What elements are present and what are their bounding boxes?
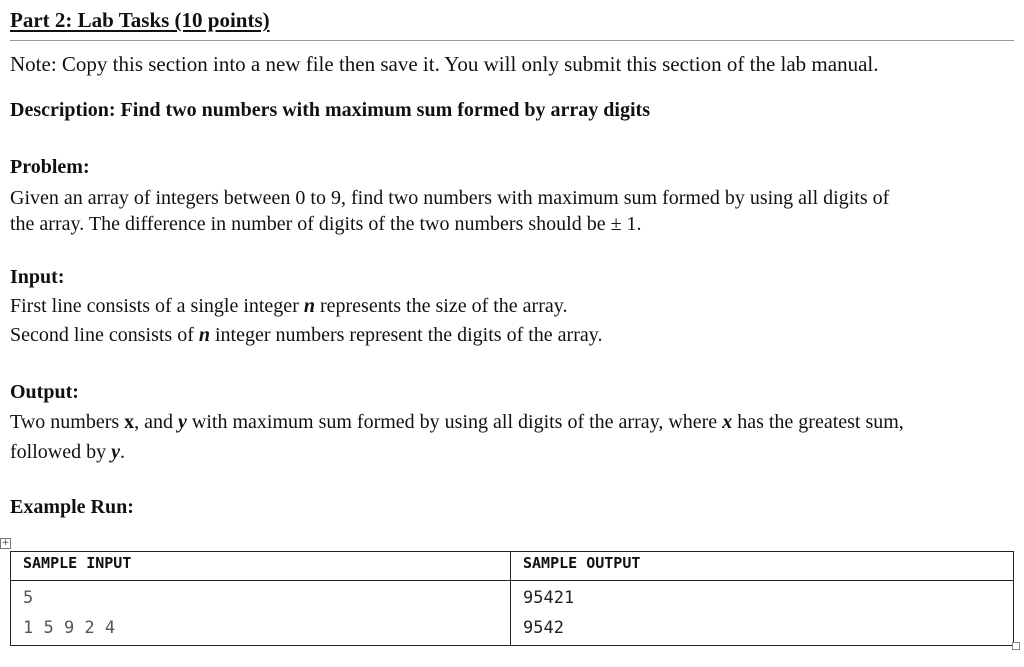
input-heading: Input:: [10, 266, 65, 288]
sample-input-cell[interactable]: [11, 581, 511, 646]
output-line-2-start: followed by: [10, 441, 112, 463]
table-move-handle-icon[interactable]: +: [1, 538, 10, 548]
table-row: [11, 581, 1014, 646]
sample-output-header: SAMPLE OUTPUT: [511, 552, 1014, 581]
sample-output-cell[interactable]: [511, 581, 1014, 646]
note-text: Note: Copy this section into a new file then save it. You will only submit this section of the lab manual.: [10, 52, 879, 76]
input-line-1-end: represents the size of the array.: [314, 295, 568, 317]
table-resize-handle-icon[interactable]: [1012, 642, 1020, 650]
output-line-1: [10, 409, 1014, 435]
sample-input-line-1: 5: [23, 588, 34, 608]
output-line-2-end: .: [119, 441, 125, 463]
variable-n: n: [303, 295, 315, 317]
table-header-row: [11, 552, 1014, 581]
input-text: [10, 293, 1014, 348]
input-line-2-end: integer numbers represent the digits of the array.: [210, 324, 603, 346]
variable-n: n: [198, 324, 210, 346]
description-heading: Description: Find two numbers with maximum sum formed by array digits: [10, 99, 650, 121]
sample-input-header: SAMPLE INPUT: [11, 552, 511, 581]
output-line-1-middle: with maximum sum formed by using all digits of the array, where: [186, 411, 723, 433]
output-text: [10, 409, 1014, 465]
variable-x: x: [124, 411, 135, 433]
input-line-2: [10, 322, 1014, 348]
output-line-1-end: has the greatest sum,: [732, 411, 904, 433]
problem-text: [10, 185, 1014, 237]
problem-line-2: the array. The difference in number of digits of the two numbers should be ± 1.: [10, 213, 642, 235]
variable-y: y: [111, 441, 120, 463]
part-title: Part 2: Lab Tasks (10 points): [10, 8, 270, 32]
sample-input-line-2: 1 5 9 2 4: [23, 618, 116, 638]
output-line-1-start: Two numbers: [10, 411, 125, 433]
example-run-heading: Example Run:: [10, 496, 134, 518]
variable-x: x: [722, 411, 733, 433]
output-heading: Output:: [10, 381, 79, 403]
input-line-2-start: Second line consists of: [10, 324, 199, 346]
input-line-1-start: First line consists of a single integer: [10, 295, 304, 317]
problem-line-1: Given an array of integers between 0 to 9, find two numbers with maximum sum formed by using all digits of: [10, 187, 890, 209]
problem-heading: Problem:: [10, 156, 90, 178]
output-line-2: [10, 439, 1014, 465]
title-divider: [10, 40, 1014, 41]
sample-output-line-1: 95421: [523, 588, 575, 608]
sample-output-line-2: 9542: [523, 618, 564, 638]
variable-y: y: [178, 411, 187, 433]
output-line-1-and: , and: [134, 411, 179, 433]
input-line-1: [10, 293, 1014, 319]
sample-table: [10, 551, 1014, 646]
